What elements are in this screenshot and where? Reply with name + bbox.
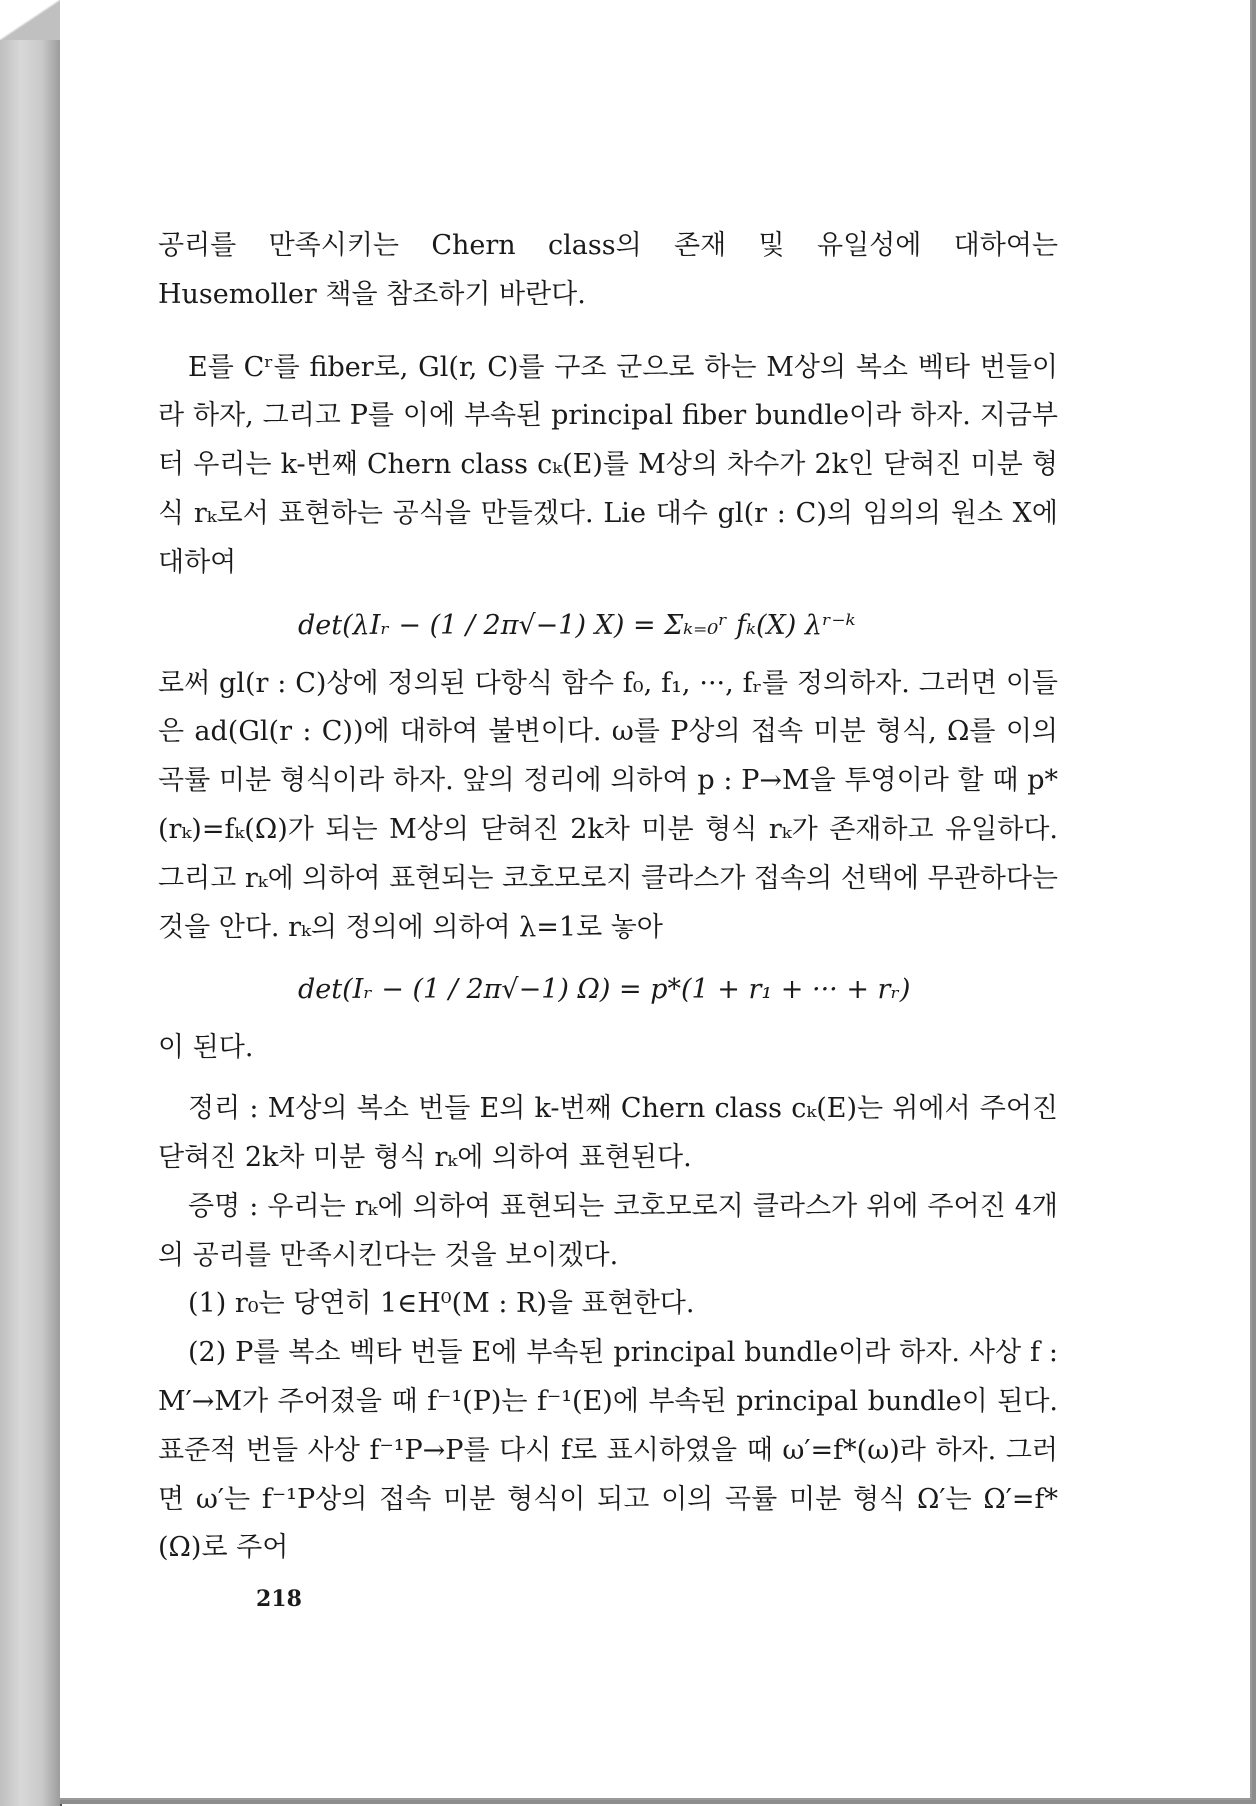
page-body — [158, 222, 1058, 1573]
proof-item-1: (1) r₀는 당연히 1∈H⁰(M : R)을 표현한다. — [188, 1288, 695, 1320]
equation-2: det(Iᵣ − (1 / 2π√−1) Ω) = p*(1 + r₁ + ··· + rᵣ) — [298, 974, 911, 1006]
paragraph-4: 이 된다. — [158, 1032, 254, 1064]
book-spine — [0, 0, 62, 1806]
paragraph-3: 로써 gl(r : C)상에 정의된 다항식 함수 f₀, f₁, ···, fᵣ를 정의하자. 그러면 이들은 ad(Gl(r : C))에 대하여 불변이다. ω를 P상의 접속 미분 형식, Ω를 이의 곡률 미분 형식이라 하자. 앞의 정리에 의하여 p : P→M을 투영이라 할 때 p*(rₖ)=fₖ(Ω)가 되는 M상의 닫혀진 2k차 미분 형식 rₖ가 존재하고 유일하다. 그리고 rₖ에 의하여 표현되는 코호모로지 클라스가 접속의 선택에 무관하다는 것을 안다. rₖ의 정의에 의하여 λ=1로 놓아 — [158, 667, 1058, 943]
equation-1: det(λIᵣ − (1 / 2π√−1) X) = Σₖ₌₀ʳ fₖ(X) λʳ⁻ᵏ — [298, 609, 856, 641]
theorem-paragraph: 정리 : M상의 복소 번들 E의 k-번째 Chern class cₖ(E)는 위에서 주어진 닫혀진 2k차 미분 형식 rₖ에 의하여 표현된다. — [158, 1093, 1058, 1173]
book-spine-top — [0, 0, 60, 40]
page-number: 218 — [256, 1586, 302, 1612]
proof-paragraph: 증명 : 우리는 rₖ에 의하여 표현되는 코호모로지 클라스가 위에 주어진 4개의 공리를 만족시킨다는 것을 보이겠다. — [158, 1190, 1058, 1271]
paragraph-2: E를 Cʳ를 fiber로, Gl(r, C)를 구조 군으로 하는 M상의 복소 벡타 번들이라 하자, 그리고 P를 이에 부속된 principal fiber bundle이라 하자. 지금부터 우리는 k-번째 Chern class cₖ(E)를 M상의 차수가 2k인 닫혀진 미분 형식 rₖ로서 표현하는 공식을 만들겠다. Lie 대수 gl(r : C)의 임의의 원소 X에 대하여 — [158, 351, 1058, 578]
proof-item-2: (2) P를 복소 벡타 번들 E에 부속된 principal bundle이라 하자. 사상 f : M′→M가 주어졌을 때 f⁻¹(P)는 f⁻¹(E)에 부속된 principal bundle이 된다. 표준적 번들 사상 f⁻¹P→P를 다시 f로 표시하였을 때 ω′=f*(ω)라 하자. 그러면 ω′는 f⁻¹P상의 접속 미분 형식이 되고 이의 곡률 미분 형식 Ω′는 Ω′=f*(Ω)로 주어 — [158, 1337, 1058, 1564]
paragraph-1: 공리를 만족시키는 Chern class의 존재 및 유일성에 대하여는 Husemoller 책을 참조하기 바란다. — [158, 230, 1058, 310]
